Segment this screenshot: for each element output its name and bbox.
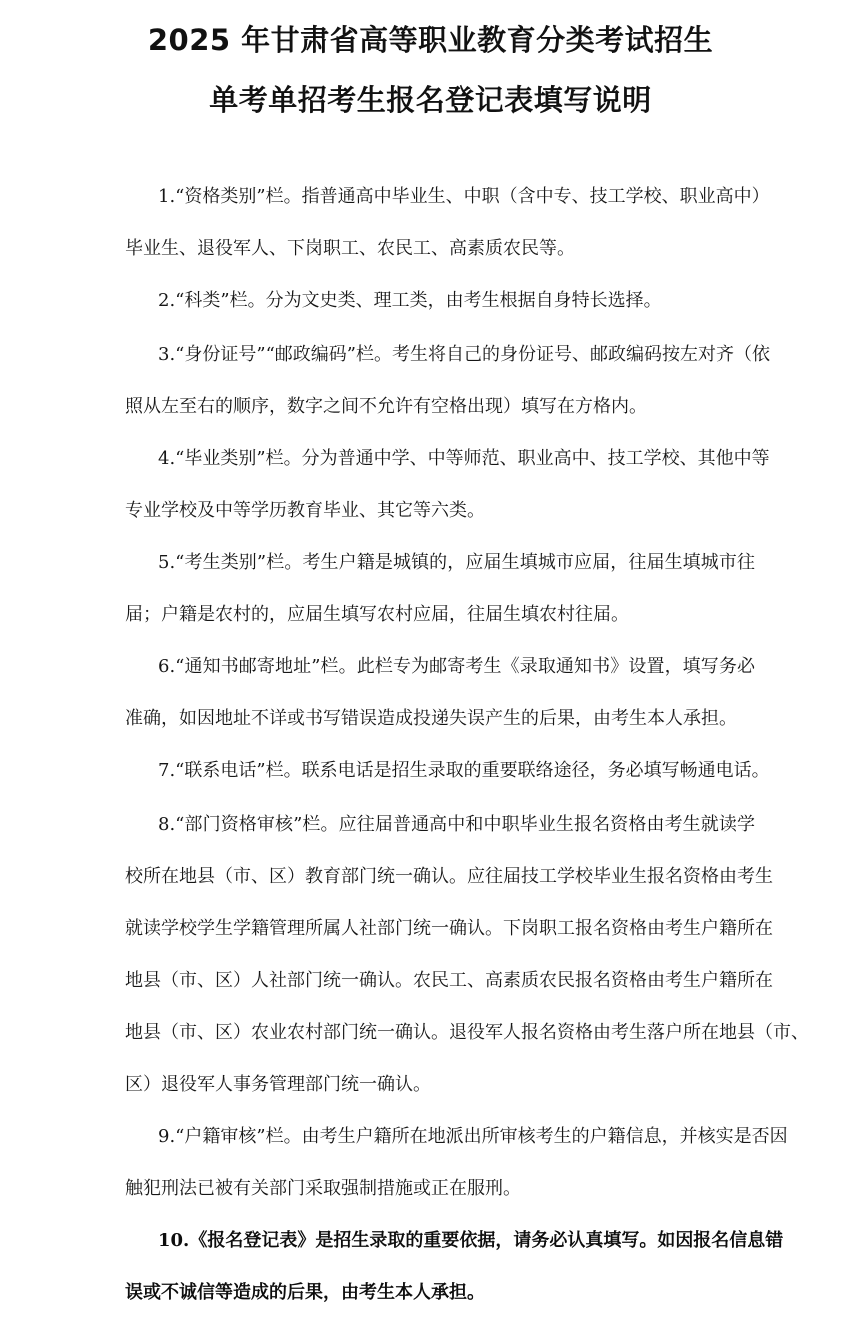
item-5-line-1: 5.“考生类别”栏。考生户籍是城镇的，应届生填城市应届，往届生填城市往 (158, 552, 755, 573)
item-8-line-6: 区）退役军人事务管理部门统一确认。 (125, 1074, 431, 1095)
item-8-line-5: 地县（市、区）农业农村部门统一确认。退役军人报名资格由考生落户所在地县（市、 (125, 1022, 809, 1043)
item-7-line-1: 7.“联系电话”栏。联系电话是招生录取的重要联络途径，务必填写畅通电话。 (158, 760, 770, 781)
item-8-line-2: 校所在地县（市、区）教育部门统一确认。应往届技工学校毕业生报名资格由考生 (125, 866, 773, 887)
item-3-line-1: 3.“身份证号”“邮政编码”栏。考生将自己的身份证号、邮政编码按左对齐（依 (158, 344, 770, 365)
item-1-line-1: 1.“资格类别”栏。指普通高中毕业生、中职（含中专、技工学校、职业高中） (158, 186, 770, 207)
document-title-line-2: 单考单招考生报名登记表填写说明 (209, 83, 652, 117)
item-3-line-2: 照从左至右的顺序，数字之间不允许有空格出现）填写在方格内。 (125, 396, 647, 417)
item-8-line-3: 就读学校学生学籍管理所属人社部门统一确认。下岗职工报名资格由考生户籍所在 (125, 918, 773, 939)
document-title-line-1: 2025 年甘肃省高等职业教育分类考试招生 (147, 23, 714, 57)
item-1-line-2: 毕业生、退役军人、下岗职工、农民工、高素质农民等。 (125, 238, 575, 259)
item-6-line-1: 6.“通知书邮寄地址”栏。此栏专为邮寄考生《录取通知书》设置，填写务必 (158, 656, 755, 677)
item-6-line-2: 准确，如因地址不详或书写错误造成投递失误产生的后果，由考生本人承担。 (125, 708, 737, 729)
item-8-line-4: 地县（市、区）人社部门统一确认。农民工、高素质农民报名资格由考生户籍所在 (125, 970, 773, 991)
item-9-line-1: 9.“户籍审核”栏。由考生户籍所在地派出所审核考生的户籍信息，并核实是否因 (158, 1126, 788, 1147)
item-8-line-1: 8.“部门资格审核”栏。应往届普通高中和中职毕业生报名资格由考生就读学 (158, 814, 755, 835)
item-10-line-1: 10.《报名登记表》是招生录取的重要依据，请务必认真填写。如因报名信息错 (158, 1230, 784, 1251)
item-9-line-2: 触犯刑法已被有关部门采取强制措施或正在服刑。 (125, 1178, 521, 1199)
item-10-line-2: 误或不诚信等造成的后果，由考生本人承担。 (125, 1282, 485, 1303)
item-2-line-1: 2.“科类”栏。分为文史类、理工类，由考生根据自身特长选择。 (158, 290, 662, 311)
item-5-line-2: 届；户籍是农村的，应届生填写农村应届，往届生填农村往届。 (125, 604, 629, 625)
item-4-line-1: 4.“毕业类别”栏。分为普通中学、中等师范、职业高中、技工学校、其他中等 (158, 448, 770, 469)
item-4-line-2: 专业学校及中等学历教育毕业、其它等六类。 (125, 500, 485, 521)
